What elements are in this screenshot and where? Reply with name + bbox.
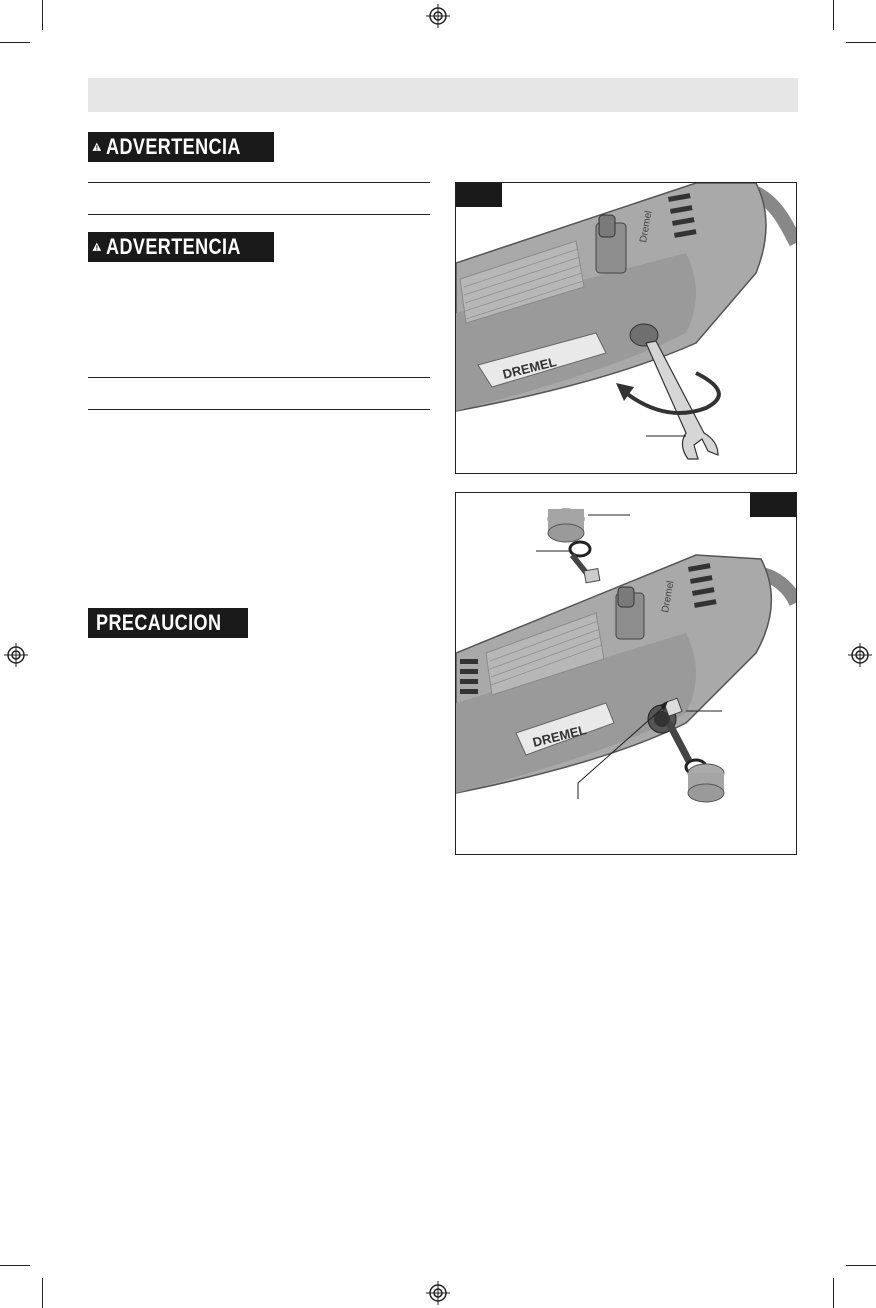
- crop-mark: [0, 1265, 30, 1266]
- warning-label-text: ADVERTENCIA: [105, 234, 241, 259]
- warning-label-text: ADVERTENCIA: [105, 134, 241, 159]
- housing-text: Dremel: [638, 209, 655, 244]
- brand-label: DREMEL: [531, 722, 588, 750]
- warning-label: [88, 232, 274, 262]
- registration-mark-icon: [4, 643, 28, 667]
- registration-mark-icon: [426, 1281, 450, 1305]
- crop-mark: [42, 0, 43, 30]
- housing-text: Dremel: [660, 579, 677, 614]
- brand-label: DREMEL: [501, 354, 558, 382]
- figure-brushes: [455, 492, 797, 855]
- crop-mark: [0, 42, 30, 43]
- warning-triangle-icon: [92, 136, 102, 158]
- crop-mark: [833, 1278, 834, 1308]
- divider-rule: [88, 377, 430, 378]
- divider-rule: [88, 214, 430, 215]
- crop-mark: [846, 42, 876, 43]
- warning-triangle-icon: [92, 236, 102, 258]
- registration-mark-icon: [426, 4, 450, 28]
- crop-mark: [833, 0, 834, 30]
- divider-rule: [88, 409, 430, 410]
- figure-wrench: [455, 182, 797, 474]
- caution-label: [88, 608, 248, 638]
- caution-label-text: PRECAUCION: [96, 610, 222, 635]
- tool-brushes-illustration: [456, 493, 796, 854]
- tool-wrench-illustration: [456, 183, 796, 473]
- crop-mark: [846, 1265, 876, 1266]
- warning-label: [88, 132, 274, 162]
- divider-rule: [88, 182, 430, 183]
- registration-mark-icon: [848, 643, 872, 667]
- section-header-bar: [88, 78, 798, 112]
- crop-mark: [42, 1278, 43, 1308]
